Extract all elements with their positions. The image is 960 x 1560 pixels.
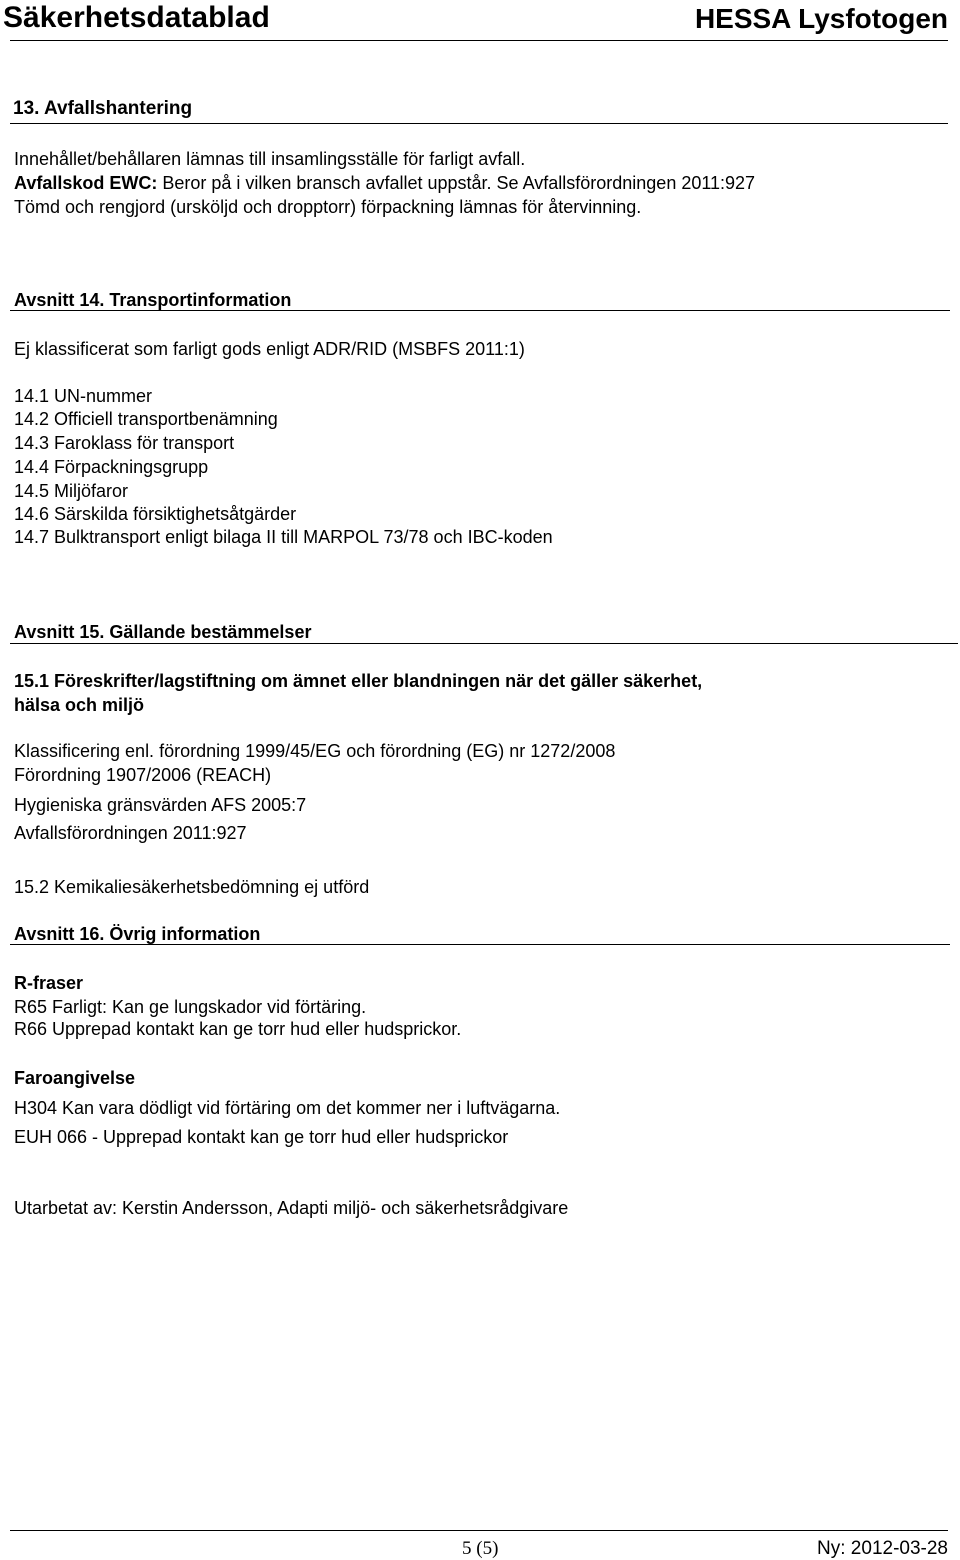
s15-subheading-2: 15.2 Kemikaliesäkerhetsbedömning ej utförd xyxy=(14,877,370,897)
section-14-heading: Avsnitt 14. Transportinformation xyxy=(14,290,292,310)
s14-item: 14.1 UN-nummer xyxy=(14,386,153,406)
s15-reach: Förordning 1907/2006 (REACH) xyxy=(14,765,272,785)
section-16-heading: Avsnitt 16. Övrig information xyxy=(14,924,261,944)
s14-item: 14.7 Bulktransport enligt bilaga II till MARPOL 73/78 och IBC-koden xyxy=(14,527,553,547)
h304-statement: H304 Kan vara dödligt vid förtäring om det kommer ner i luftvägarna. xyxy=(14,1098,561,1118)
section-16-divider xyxy=(10,944,950,945)
ewc-label: Avfallskod EWC: xyxy=(14,173,158,193)
header-divider xyxy=(10,40,948,41)
revision-date: Ny: 2012-03-28 xyxy=(817,1538,948,1559)
s13-line-3: Tömd och rengjord (ursköljd och dropptorr) förpackning lämnas för återvinning. xyxy=(14,197,642,217)
section-13-divider xyxy=(10,123,948,124)
r-fraser-title: R-fraser xyxy=(14,973,84,993)
s14-item: 14.3 Faroklass för transport xyxy=(14,433,235,453)
s14-item: 14.4 Förpackningsgrupp xyxy=(14,457,209,477)
s15-subheading-1a: 15.1 Föreskrifter/lagstiftning om ämnet eller blandningen när det gäller säkerhet, xyxy=(14,671,703,691)
s15-avfallsforordning: Avfallsförordningen 2011:927 xyxy=(14,823,247,843)
r65-phrase: R65 Farligt: Kan ge lungskador vid förtäring. xyxy=(14,997,367,1017)
page-number: 5 (5) xyxy=(462,1538,499,1559)
section-15-divider xyxy=(10,643,958,644)
document-title: Säkerhetsdatablad xyxy=(3,1,270,34)
s15-klassificering: Klassificering enl. förordning 1999/45/EG och förordning (EG) nr 1272/2008 xyxy=(14,741,616,761)
product-name: HESSA Lysfotogen xyxy=(694,3,948,34)
s15-hygieniska: Hygieniska gränsvärden AFS 2005:7 xyxy=(14,795,307,815)
s13-ewc-line xyxy=(14,172,755,194)
s14-item: 14.2 Officiell transportbenämning xyxy=(14,409,278,429)
author-line: Utarbetat av: Kerstin Andersson, Adapti miljö- och säkerhetsrådgivare xyxy=(14,1198,569,1218)
s14-intro: Ej klassificerat som farligt gods enligt ADR/RID (MSBFS 2011:1) xyxy=(14,339,525,359)
s14-item: 14.6 Särskilda försiktighetsåtgärder xyxy=(14,504,297,524)
ewc-text: Beror på i vilken bransch avfallet uppstår. Se Avfallsförordningen 2011:927 xyxy=(157,173,756,193)
section-13-heading: 13. Avfallshantering xyxy=(13,98,193,119)
s14-item: 14.5 Miljöfaror xyxy=(14,481,129,501)
euh066-statement: EUH 066 - Upprepad kontakt kan ge torr hud eller hudsprickor xyxy=(14,1127,509,1147)
faroangivelse-title: Faroangivelse xyxy=(14,1068,136,1088)
section-15-heading: Avsnitt 15. Gällande bestämmelser xyxy=(14,622,312,642)
s15-subheading-1b: hälsa och miljö xyxy=(14,695,145,715)
s13-line-1: Innehållet/behållaren lämnas till insamlingsställe för farligt avfall. xyxy=(14,149,526,169)
r66-phrase: R66 Upprepad kontakt kan ge torr hud eller hudsprickor. xyxy=(14,1019,462,1039)
footer-divider xyxy=(10,1530,948,1531)
section-14-divider xyxy=(10,310,950,311)
